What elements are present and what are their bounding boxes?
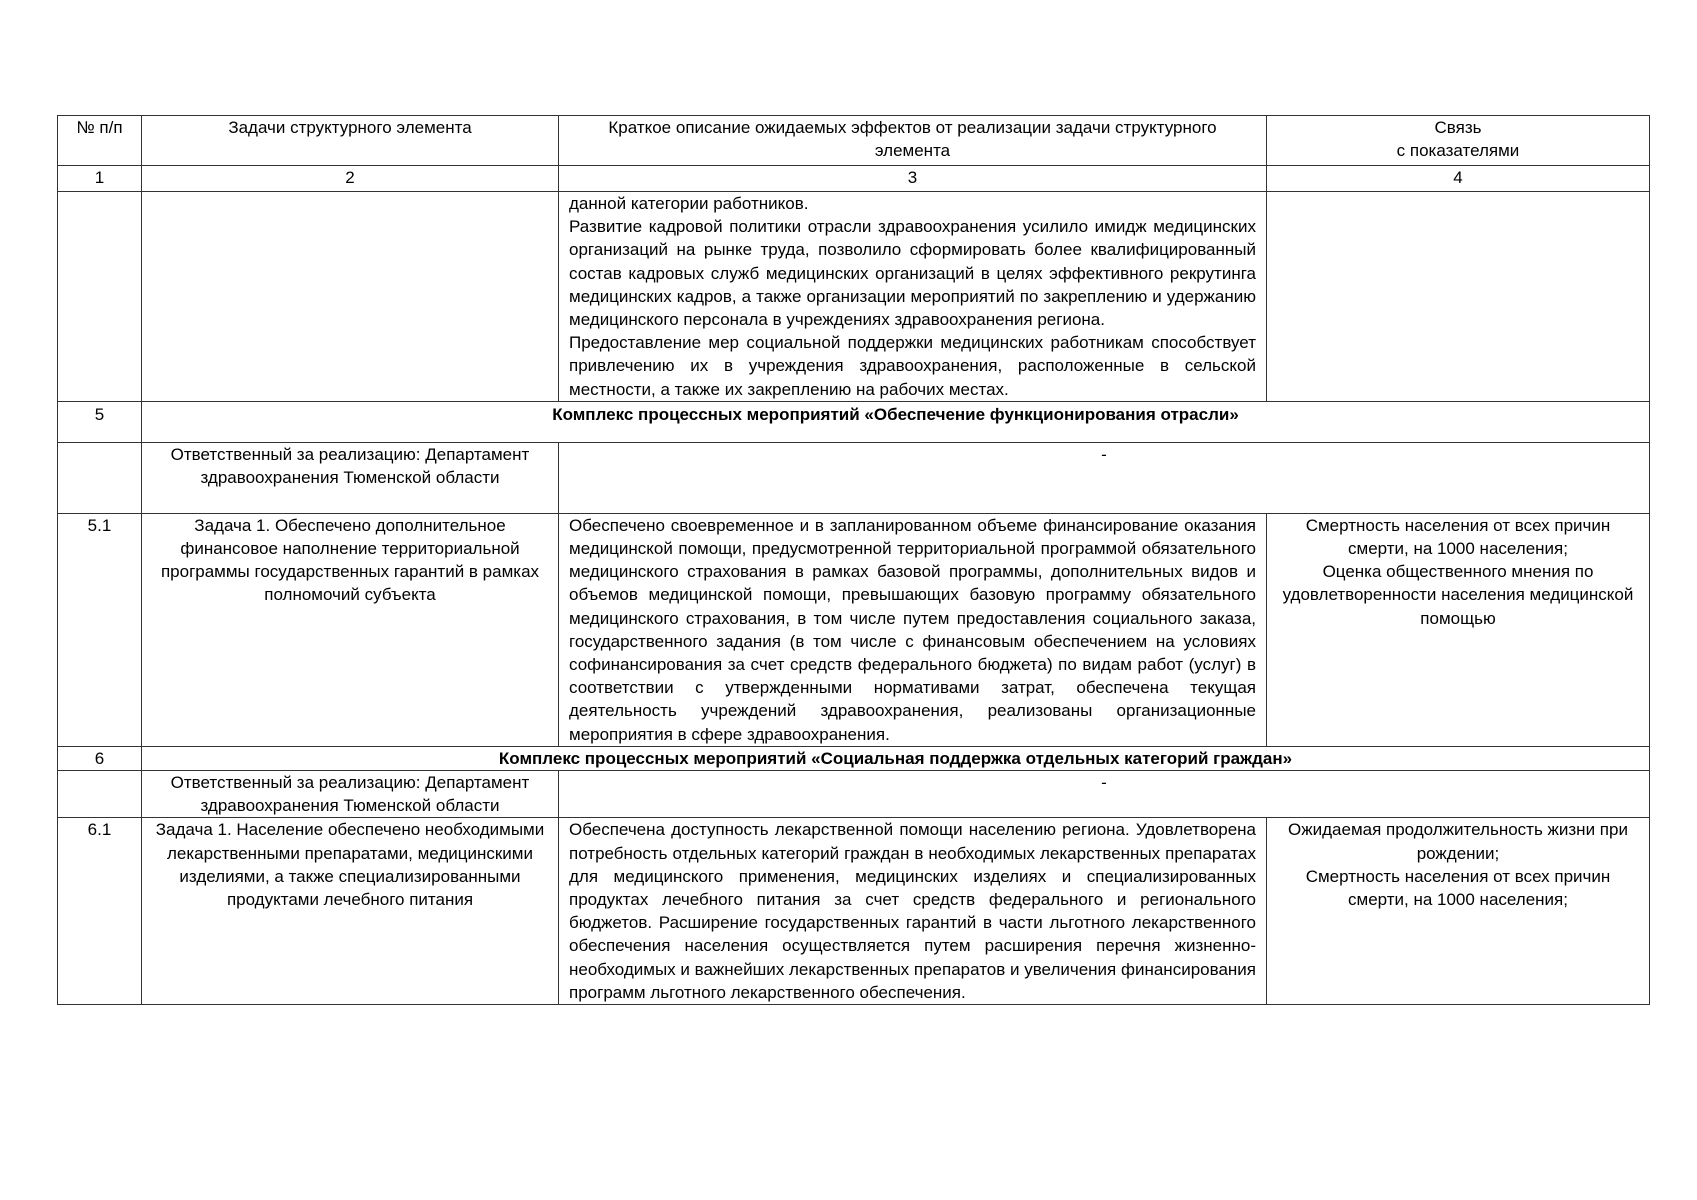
indicator-item: Ожидаемая продолжительность жизни при рождении; xyxy=(1288,820,1628,863)
indicator-item: Смертность населения от всех причин смерти, на 1000 населения; xyxy=(1305,515,1611,559)
section-6-title: Комплекс процессных мероприятий «Социальная поддержка отдельных категорий граждан» xyxy=(142,746,1650,770)
header-effects: Краткое описание ожидаемых эффектов от реализации задачи структурного элемента xyxy=(559,116,1267,166)
header-tasks: Задачи структурного элемента xyxy=(142,116,559,166)
task-5-1-description: Обеспечено своевременное и в запланированном объеме финансирование оказания медицинской помощи, предусмотренной территориальной программой обязательного медицинского страхования в рамках базовой программы, дополнительных видов и объемов медицинской помощи, превышающих базовую программу обязательного медицинского страхования, в том числе путем предоставления социального заказа, государственного задания (в том числе с финансовым обеспечением на условиях софинансирования за счет средств федерального бюджета) по видам работ (услуг) в соответствии с утвержденными нормативами затрат, обеспечена текущая деятельность учреждений здравоохранения, реализованы организационные мероприятия в сфере здравоохранения. xyxy=(559,513,1267,746)
column-number-4: 4 xyxy=(1267,166,1650,192)
section-6-responsible: Ответственный за реализацию: Департамент здравоохранения Тюменской области xyxy=(142,771,559,818)
section-5-responsible: Ответственный за реализацию: Департамент здравоохранения Тюменской области xyxy=(142,442,559,513)
indicator-item: Оценка общественного мнения по удовлетворенности населения медицинской помощью xyxy=(1282,562,1634,628)
task-6-1-indicators xyxy=(1267,818,1650,1005)
section-5-number: 5 xyxy=(58,401,142,442)
header-indicators xyxy=(1267,116,1650,166)
section-6-responsible-row xyxy=(58,771,1650,818)
continuation-row xyxy=(58,192,1650,402)
section-5-responsible-dash: - xyxy=(559,442,1650,513)
column-numbering-row xyxy=(58,166,1650,192)
section-5-responsible-row xyxy=(58,442,1650,513)
continuation-number-cell xyxy=(58,192,142,402)
table-header-row xyxy=(58,116,1650,166)
task-6-1-name: Задача 1. Население обеспечено необходимыми лекарственными препаратами, медицинскими изделиями, а также специализированными продуктами лечебного питания xyxy=(142,818,559,1005)
continuation-description-cell xyxy=(559,192,1267,402)
column-number-1: 1 xyxy=(58,166,142,192)
section-5-title: Комплекс процессных мероприятий «Обеспечение функционирования отрасли» xyxy=(142,401,1650,442)
task-5-1-indicators xyxy=(1267,513,1650,746)
section-6-number: 6 xyxy=(58,746,142,770)
section-6-row xyxy=(58,746,1650,770)
header-indicators-line1: Связь xyxy=(1434,118,1482,137)
task-6-1-description: Обеспечена доступность лекарственной помощи населению региона. Удовлетворена потребность отдельных категорий граждан в необходимых лекарственных препаратах для медицинского применения, медицинских изделиях и специализированных продуктах лечебного питания за счет средств федерального и регионального бюджетов. Расширение государственных гарантий в части льготного лекарственного обеспечения населения осуществляется путем расширения перечня жизненно-необходимых и важнейших лекарственных препаратов и увеличения финансирования программ льготного лекарственного обеспечения. xyxy=(559,818,1267,1005)
column-number-2: 2 xyxy=(142,166,559,192)
task-6-1-row xyxy=(58,818,1650,1005)
header-number: № п/п xyxy=(58,116,142,166)
task-6-1-number: 6.1 xyxy=(58,818,142,1005)
continuation-paragraph: Развитие кадровой политики отрасли здравоохранения усилило имидж медицинских организаций на рынке труда, позволило сформировать более квалифицированный состав кадровых служб медицинских организаций в целях эффективного рекрутинга медицинских кадров, а также организации мероприятий по закреплению и удержанию медицинского персонала в учреждениях здравоохранения региона. xyxy=(569,217,1256,330)
header-indicators-line2: с показателями xyxy=(1396,141,1520,161)
task-5-1-number: 5.1 xyxy=(58,513,142,746)
section-6-responsible-dash: - xyxy=(559,771,1650,818)
column-number-3: 3 xyxy=(559,166,1267,192)
continuation-task-cell xyxy=(142,192,559,402)
section-5-row xyxy=(58,401,1650,442)
section-6-responsible-empty xyxy=(58,771,142,818)
task-5-1-name: Задача 1. Обеспечено дополнительное финансовое наполнение территориальной программы государственных гарантий в рамках полномочий субъекта xyxy=(142,513,559,746)
measures-table xyxy=(57,115,1650,1005)
continuation-indicators-cell xyxy=(1267,192,1650,402)
section-5-responsible-empty xyxy=(58,442,142,513)
task-5-1-row xyxy=(58,513,1650,746)
indicator-item: Смертность населения от всех причин смерти, на 1000 населения; xyxy=(1305,866,1611,910)
continuation-paragraph: данной категории работников. xyxy=(569,194,809,213)
continuation-paragraph: Предоставление мер социальной поддержки медицинских работникам способствует привлечению их в учреждения здравоохранения, расположенные в сельской местности, а также их закреплению на рабочих местах. xyxy=(569,333,1256,399)
